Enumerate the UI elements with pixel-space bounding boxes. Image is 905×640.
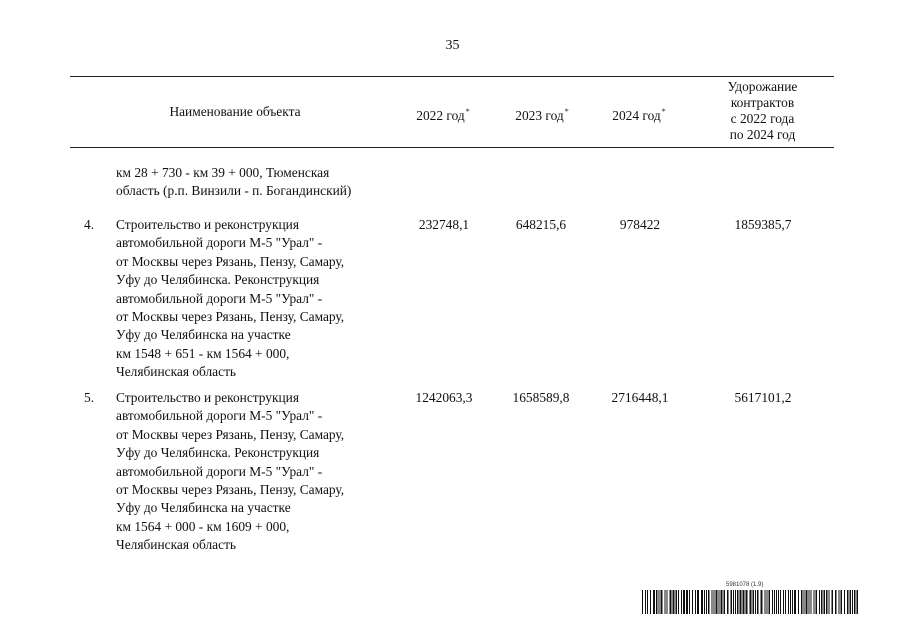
barcode-bar [785, 590, 786, 614]
barcode-bar [780, 590, 781, 614]
table-top-rule [70, 76, 834, 77]
barcode-bar [701, 590, 703, 614]
barcode-bar [772, 590, 773, 614]
barcode-bar [665, 590, 666, 614]
header-year-2024-label: 2024 год [612, 108, 661, 123]
barcode-bar [774, 590, 775, 614]
barcode-bar [676, 590, 678, 614]
page-number: 35 [445, 38, 460, 53]
table-row-object-name: Строительство и реконструкция автомобильной дороги М-5 "Урал" - от Москвы через Рязань, Пензу, Самару, Уфу до Челябинска. Реконструкция автомобильной дороги М-5 "Урал" - от Москвы через Рязань, Пензу, Самару, Уфу до Челябинска на участке км 1564 + 000 - км 1609 + 000, Челябинская область [116, 390, 345, 553]
header-year-2022 [398, 104, 488, 124]
table-cell-cost-increase: 5617101,2 [734, 390, 792, 405]
barcode-bar [832, 590, 834, 614]
barcode-bar [708, 590, 710, 614]
barcode-bar [826, 590, 828, 614]
barcode-bar [737, 590, 739, 614]
barcode-bar [714, 590, 715, 614]
table-cell-2022: 1242063,3 [415, 390, 473, 405]
barcode-bar [852, 590, 853, 614]
table-row-number: 4. [84, 217, 95, 232]
barcode-bars [642, 590, 858, 614]
header-object-name: Наименование объекта [169, 104, 301, 119]
table-cell-2024: 2716448,1 [611, 390, 669, 405]
barcode-bar [835, 590, 837, 614]
table-cell-cost-increase: 1859385,7 [734, 217, 792, 232]
barcode-bar [695, 590, 696, 614]
barcode-bar [850, 590, 852, 614]
barcode-bar [727, 590, 729, 614]
barcode-bar [670, 590, 672, 614]
barcode-bar [757, 590, 759, 614]
barcode-bar [755, 590, 756, 614]
header-year-2024 [594, 104, 684, 124]
barcode-bar [704, 590, 705, 614]
barcode-bar [821, 590, 823, 614]
barcode-bar [811, 590, 812, 614]
footnote-mark: * [661, 107, 666, 116]
barcode-bar [790, 590, 791, 614]
barcode-bar [656, 590, 658, 614]
barcode-bar [816, 590, 818, 614]
table-row-continuation-name: км 28 + 730 - км 39 + 000, Тюменская область (р.п. Винзили - п. Богандинский) [116, 165, 352, 199]
barcode-bar [814, 590, 815, 614]
barcode-bar [829, 590, 830, 614]
barcode-bar [819, 590, 820, 614]
barcode-bar [642, 590, 643, 614]
barcode-bar [721, 590, 723, 614]
barcode-bar [712, 590, 713, 614]
barcode-bar [824, 590, 826, 614]
barcode-bar [647, 590, 648, 614]
barcode-bar [678, 590, 679, 614]
table-row-number: 5. [84, 390, 95, 405]
barcode-bar [801, 590, 803, 614]
barcode-bar [650, 590, 651, 614]
barcode-bar [788, 590, 789, 614]
barcode-bar [743, 590, 745, 614]
barcode-bar [673, 590, 675, 614]
barcode-bar [761, 590, 763, 614]
header-year-2022-label: 2022 год [416, 108, 465, 123]
footnote-mark: * [564, 107, 569, 116]
barcode-caption: 5981078 (1.9) [726, 582, 764, 588]
barcode-bar [765, 590, 766, 614]
barcode-bar [839, 590, 840, 614]
table-cell-2023: 648215,6 [515, 217, 567, 232]
barcode-bar [731, 590, 733, 614]
barcode-bar [697, 590, 699, 614]
barcode-bar [735, 590, 736, 614]
barcode-bar [681, 590, 682, 614]
barcode-bar [733, 590, 734, 614]
footnote-mark: * [465, 107, 470, 116]
barcode-bar [794, 590, 796, 614]
document-barcode [640, 582, 860, 622]
barcode-bar [809, 590, 810, 614]
barcode-bar [706, 590, 707, 614]
barcode-bar [776, 590, 777, 614]
barcode-bar [806, 590, 808, 614]
barcode-bar [847, 590, 849, 614]
barcode-bar [767, 590, 768, 614]
table-cell-2023: 1658589,8 [512, 390, 570, 405]
barcode-bar [659, 590, 660, 614]
barcode-bar [716, 590, 718, 614]
header-cost-increase: Удорожание контрактов с 2022 года по 2024 год [727, 79, 798, 142]
barcode-bar [645, 590, 646, 614]
barcode-bar [686, 590, 688, 614]
barcode-bar [792, 590, 793, 614]
barcode-bar [798, 590, 799, 614]
barcode-bar [661, 590, 663, 614]
table-cell-2022: 232748,1 [418, 217, 470, 232]
barcode-bar [841, 590, 843, 614]
barcode-bar [753, 590, 755, 614]
table-row-object-name: Строительство и реконструкция автомобильной дороги М-5 "Урал" - от Москвы через Рязань, Пензу, Самару, Уфу до Челябинска. Реконструкция автомобильной дороги М-5 "Урал" - от Москвы через Рязань, Пензу, Самару, Уфу до Челябинска на участке км 1548 + 651 - км 1564 + 000, Челябинская область [116, 217, 345, 380]
barcode-bar [746, 590, 748, 614]
barcode-bar [750, 590, 752, 614]
table-cell-2024: 978422 [619, 217, 661, 232]
barcode-bar [844, 590, 845, 614]
barcode-bar [683, 590, 685, 614]
barcode-bar [778, 590, 779, 614]
barcode-bar [724, 590, 726, 614]
barcode-bar [719, 590, 720, 614]
header-year-2023 [497, 104, 587, 124]
barcode-bar [689, 590, 690, 614]
barcode-bar [783, 590, 784, 614]
barcode-bar [692, 590, 693, 614]
table-header-bottom-rule [70, 147, 834, 148]
barcode-bar [769, 590, 771, 614]
header-year-2023-label: 2023 год [515, 108, 564, 123]
barcode-bar [857, 590, 859, 614]
barcode-bar [854, 590, 856, 614]
barcode-bar [804, 590, 805, 614]
barcode-bar [740, 590, 742, 614]
barcode-bar [653, 590, 655, 614]
barcode-bar [667, 590, 668, 614]
